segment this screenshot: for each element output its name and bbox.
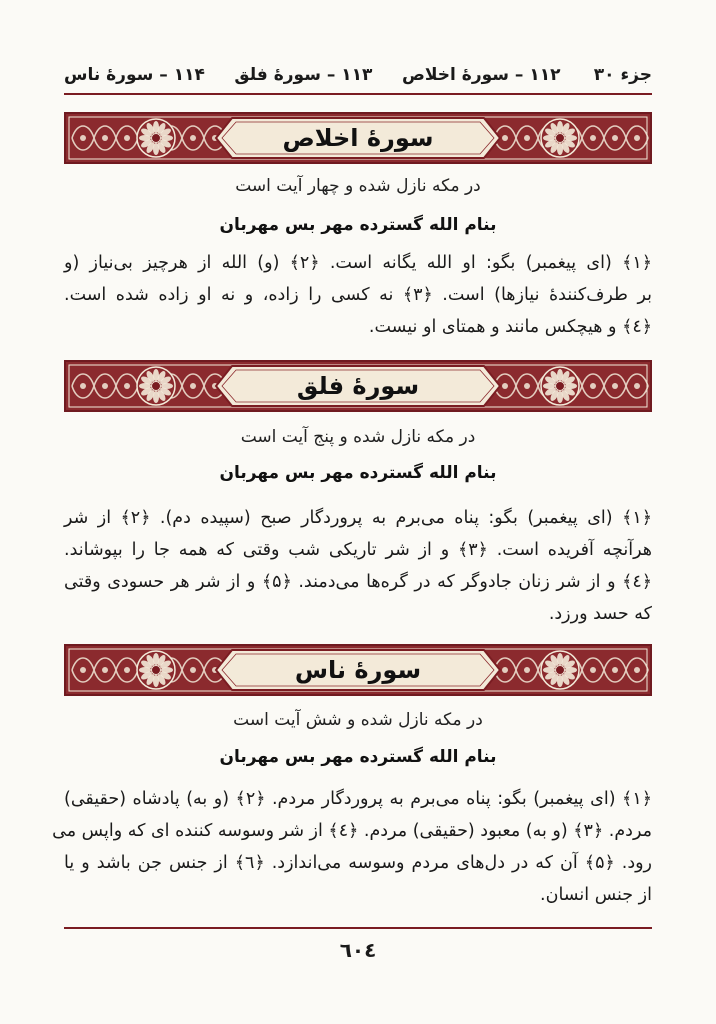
juz-label: جزء ۳۰ xyxy=(593,65,652,85)
verse-line: ﴿۱﴾ (ای پیغمبر) بگو: پناه می‌برم به پروردگار صبح (سپیده دم). ﴿۲﴾ از شر xyxy=(64,508,652,528)
revelation-caption: در مکه نازل شده و شش آیت است xyxy=(233,710,483,730)
verse-line: ﴿۱﴾ (ای پیغمبر) بگو: پناه می‌برم به پروردگار مردم. ﴿۲﴾ (و به) پادشاه (حقیقی) xyxy=(64,789,652,809)
surah-range-label: ۱۱۲ – سورۀ اخلاص ۱۱۳ – سورۀ فلق ۱۱۴ – سورۀ ناس xyxy=(64,65,561,85)
verse-paragraph xyxy=(64,247,652,343)
surah-title: سورۀ فلق xyxy=(296,372,420,400)
verse-line: ﴿٤﴾ و هیچکس مانند و همتای او نیست. xyxy=(368,317,652,337)
page-number: ٦٠٤ xyxy=(339,938,377,962)
bismillah: بنام الله گسترده مهر بس مهربان xyxy=(219,463,497,483)
revelation-caption: در مکه نازل شده و پنج آیت است xyxy=(240,427,476,447)
verse-paragraph xyxy=(64,502,652,630)
surah-banner-ikhlas xyxy=(64,112,652,164)
bismillah: بنام الله گسترده مهر بس مهربان xyxy=(219,747,497,767)
verse-line: ﴿۱﴾ (ای پیغمبر) بگو: او الله یگانه است. ﴿۲﴾ (و) الله از هرچیز بی‌نیاز (و xyxy=(64,253,652,273)
header-rule xyxy=(64,93,652,95)
surah-title: سورۀ اخلاص xyxy=(282,124,434,152)
verse-paragraph xyxy=(52,783,653,911)
verse-line: هرآنچه آفریده است. ﴿۳﴾ و از شر تاریکی شب وقتی که همه جا را بپوشاند. xyxy=(64,540,652,560)
verse-line: مردم. ﴿۳﴾ (و به) معبود (حقیقی) مردم. ﴿٤﴾ از شر وسوسه کننده ای که واپس می xyxy=(52,821,652,841)
verse-line: بر طرف‌کنندۀ نیازها) است. ﴿۳﴾ نه کسی را زاده، و نه او زاده شده است. xyxy=(64,285,652,305)
surah-title: سورۀ ناس xyxy=(294,656,422,684)
bismillah: بنام الله گسترده مهر بس مهربان xyxy=(219,215,497,235)
surah-banner-nas xyxy=(64,644,652,696)
verse-line: از جنس انسان. xyxy=(540,885,652,905)
revelation-caption: در مکه نازل شده و چهار آیت است xyxy=(235,176,481,196)
verse-line: که حسد ورزد. xyxy=(548,604,652,624)
running-head xyxy=(64,58,652,92)
verse-line: ﴿٤﴾ و از شر زنان جادوگر که در گره‌ها می‌دمند. ﴿۵﴾ و از شر هر حسودی وقتی xyxy=(64,572,653,592)
footer-rule xyxy=(64,927,652,929)
verse-line: رود. ﴿۵﴾ آن که در دل‌های مردم وسوسه می‌اندازد. ﴿٦﴾ از جنس جن باشد و یا xyxy=(64,853,653,873)
surah-banner-falaq xyxy=(64,360,652,412)
